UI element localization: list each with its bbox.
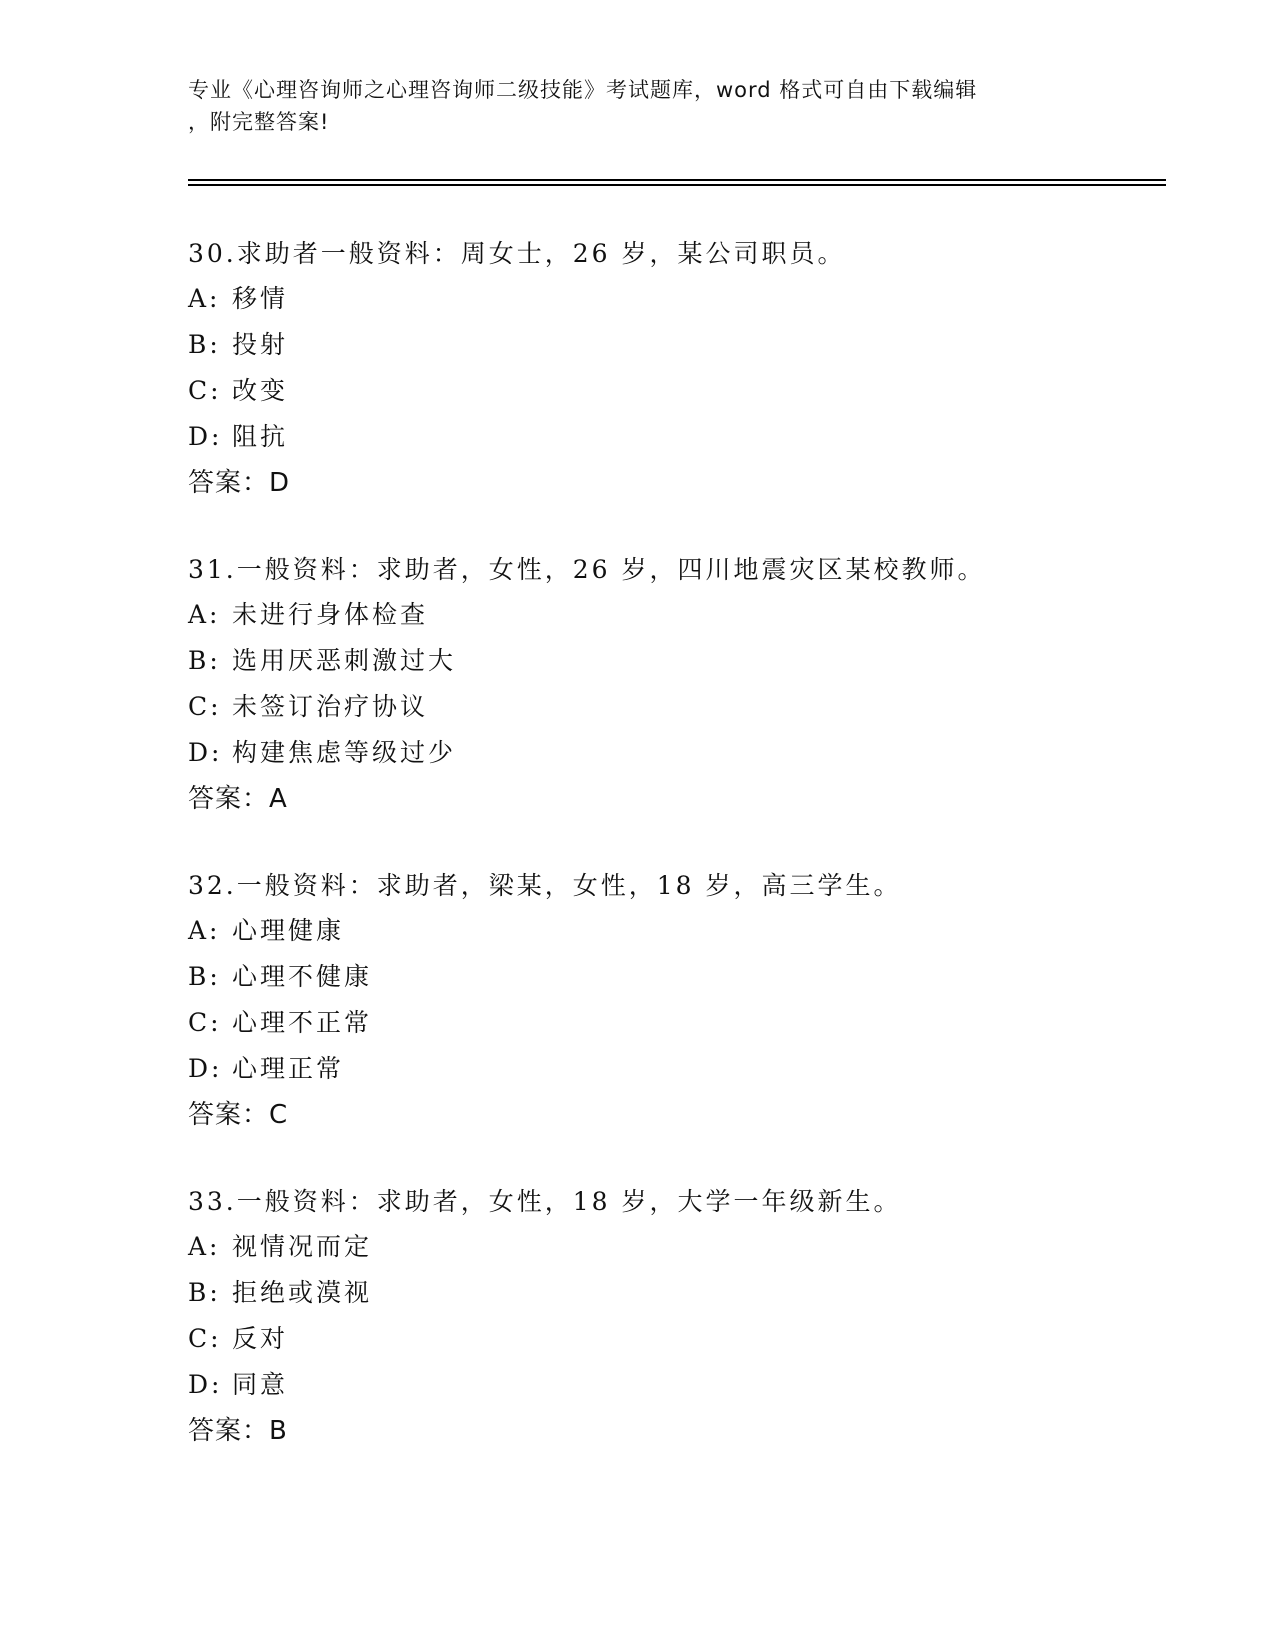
option-text: 构建焦虑等级过少 [232, 738, 457, 767]
question-32 [188, 864, 1168, 1138]
question-stem: 30.求助者一般资料：周女士，26 岁，某公司职员。 [188, 239, 846, 268]
option-b [188, 638, 1168, 684]
option-text: 未签订治疗协议 [232, 692, 429, 721]
option-letter: C: [188, 1008, 222, 1037]
header-divider-bottom [188, 184, 1166, 186]
option-text: 选用厌恶刺激过大 [232, 646, 457, 675]
option-text: 心理正常 [232, 1054, 345, 1083]
header-divider-top [188, 179, 1166, 181]
header-line-1: 专业《心理咨询师之心理咨询师二级技能》考试题库，word 格式可自由下载编辑 [188, 78, 978, 102]
question-33 [188, 1180, 1168, 1454]
document-header [188, 74, 1088, 138]
option-letter: A: [188, 600, 221, 629]
question-30 [188, 232, 1168, 506]
question-31 [188, 548, 1168, 822]
option-c [188, 684, 1168, 730]
answer-line: 答案：D [188, 468, 291, 498]
question-stem: 33.一般资料：求助者，女性，18 岁，大学一年级新生。 [188, 1187, 902, 1216]
option-letter: C: [188, 376, 222, 405]
option-text: 未进行身体检查 [232, 600, 429, 629]
option-letter: D: [188, 1054, 223, 1083]
option-text: 心理不正常 [232, 1008, 373, 1037]
question-stem: 31.一般资料：求助者，女性，26 岁，四川地震灾区某校教师。 [188, 555, 986, 584]
option-a [188, 908, 1168, 954]
option-c [188, 1000, 1168, 1046]
option-a [188, 592, 1168, 638]
option-letter: A: [188, 1232, 221, 1261]
option-text: 同意 [232, 1370, 289, 1399]
option-d [188, 414, 1168, 460]
option-letter: C: [188, 1324, 222, 1353]
option-text: 心理不健康 [232, 962, 373, 991]
option-letter: B: [188, 646, 221, 675]
option-letter: D: [188, 1370, 223, 1399]
option-text: 阻抗 [232, 422, 289, 451]
option-letter: A: [188, 284, 221, 313]
option-letter: D: [188, 422, 223, 451]
question-stem: 32.一般资料：求助者，梁某，女性，18 岁，高三学生。 [188, 871, 902, 900]
option-d [188, 1046, 1168, 1092]
answer-line: 答案：A [188, 784, 288, 814]
option-text: 投射 [232, 330, 289, 359]
option-letter: B: [188, 1278, 221, 1307]
option-text: 拒绝或漠视 [232, 1278, 373, 1307]
option-letter: A: [188, 916, 221, 945]
option-text: 反对 [232, 1324, 289, 1353]
option-letter: C: [188, 692, 222, 721]
option-letter: D: [188, 738, 223, 767]
option-d [188, 1362, 1168, 1408]
option-letter: B: [188, 962, 221, 991]
option-a [188, 1224, 1168, 1270]
answer-line: 答案：B [188, 1416, 288, 1446]
option-c [188, 368, 1168, 414]
option-d [188, 730, 1168, 776]
header-line-2: ，附完整答案! [188, 110, 330, 134]
option-b [188, 954, 1168, 1000]
option-text: 心理健康 [232, 916, 345, 945]
option-text: 移情 [232, 284, 289, 313]
option-c [188, 1316, 1168, 1362]
option-letter: B: [188, 330, 221, 359]
option-text: 改变 [232, 376, 289, 405]
option-text: 视情况而定 [232, 1232, 373, 1261]
option-b [188, 322, 1168, 368]
option-b [188, 1270, 1168, 1316]
answer-line: 答案：C [188, 1100, 289, 1130]
option-a [188, 276, 1168, 322]
